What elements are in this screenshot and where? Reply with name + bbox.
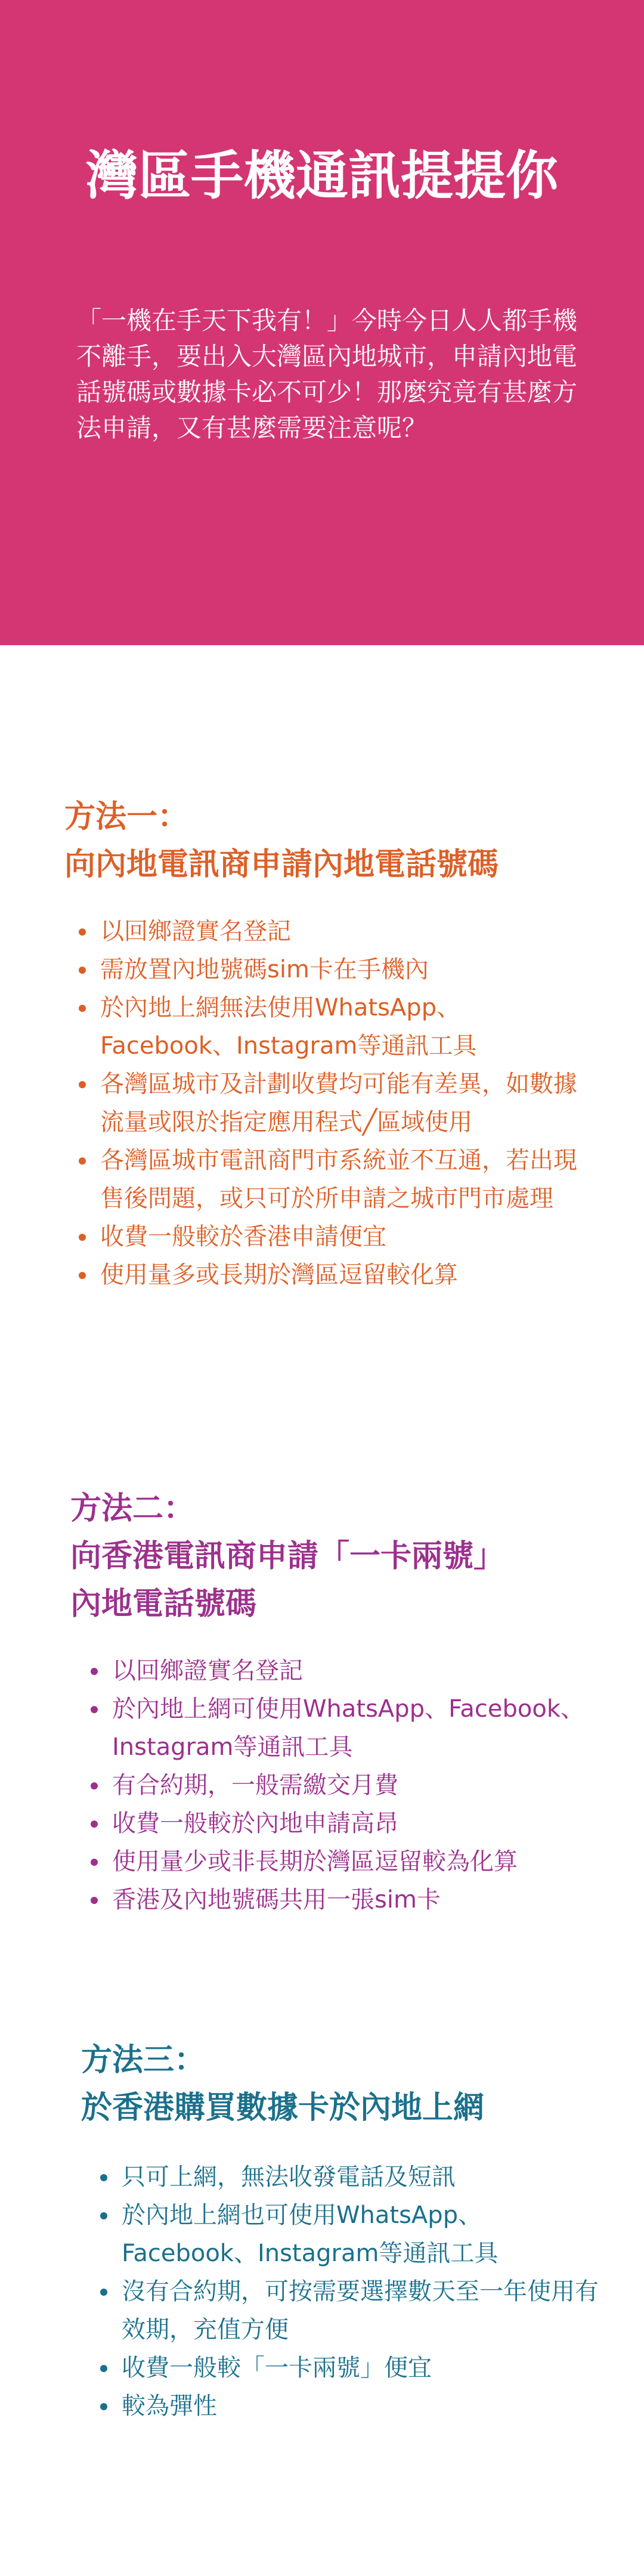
list-item: 以回鄉證實名登記 (87, 1652, 607, 1690)
list-item: 於內地上網可使用WhatsApp、Facebook、Instagram等通訊工具 (87, 1690, 607, 1766)
method-3-heading-title: 於香港購買數據卡於內地上網 (81, 2090, 485, 2126)
method-2-heading-label: 方法二： (70, 1491, 195, 1527)
method-1-list (75, 912, 589, 1294)
list-item: 有合約期，一般需繳交月費 (87, 1766, 607, 1804)
list-item: 沒有合約期，可按需要選擇數天至一年使用有效期，充值方便 (97, 2272, 606, 2349)
method-3-list (97, 2158, 606, 2425)
method-3-heading-label: 方法三： (81, 2042, 206, 2078)
list-item: 收費一般較於內地申請高昂 (87, 1804, 607, 1843)
list-item: 各灣區城市及計劃收費均可能有差異，如數據流量或限於指定應用程式╱區域使用 (75, 1065, 589, 1141)
list-item: 較為彈性 (97, 2387, 606, 2425)
method-1-heading-label: 方法一： (64, 799, 189, 835)
method-2-heading (70, 1485, 607, 1628)
page-title: 灣區手機通訊提提你 (85, 145, 558, 206)
method-2-list (87, 1652, 607, 1919)
list-item: 以回鄉證實名登記 (75, 912, 589, 950)
list-item: 收費一般較於香港申請便宜 (75, 1218, 589, 1256)
list-item: 各灣區城市電訊商門市系統並不互通，若出現售後問題，或只可於所申請之城市門市處理 (75, 1141, 589, 1218)
list-item: 香港及內地號碼共用一張sim卡 (87, 1881, 607, 1919)
method-1-heading-title: 向內地電訊商申請內地電話號碼 (64, 847, 499, 883)
hero-banner (0, 0, 644, 645)
list-item: 使用量少或非長期於灣區逗留較為化算 (87, 1843, 607, 1881)
method-3-heading (81, 2036, 606, 2132)
list-item: 需放置內地號碼sim卡在手機內 (75, 950, 589, 989)
method-1-section (64, 793, 589, 1294)
intro-paragraph: 「一機在手天下我有！」今時今日人人都手機不離手，要出入大灣區內地城市，申請內地電話號碼或數據卡必不可少！那麼究竟有甚麼方法申請，又有甚麼需要注意呢？ (76, 306, 578, 442)
method-2-section (70, 1485, 607, 1919)
method-1-heading (64, 793, 589, 888)
list-item: 只可上網，無法收發電話及短訊 (97, 2158, 606, 2196)
list-item: 收費一般較「一卡兩號」便宜 (97, 2349, 606, 2387)
list-item: 於內地上網無法使用WhatsApp、Facebook、Instagram等通訊工具 (75, 989, 589, 1065)
method-2-heading-title: 向香港電訊商申請「一卡兩號」 (70, 1538, 505, 1574)
list-item: 使用量多或長期於灣區逗留較化算 (75, 1256, 589, 1294)
method-2-heading-title-cont: 內地電話號碼 (70, 1586, 257, 1622)
method-3-section (81, 2036, 606, 2425)
list-item: 於內地上網也可使用WhatsApp、Facebook、Instagram等通訊工具 (97, 2196, 606, 2272)
